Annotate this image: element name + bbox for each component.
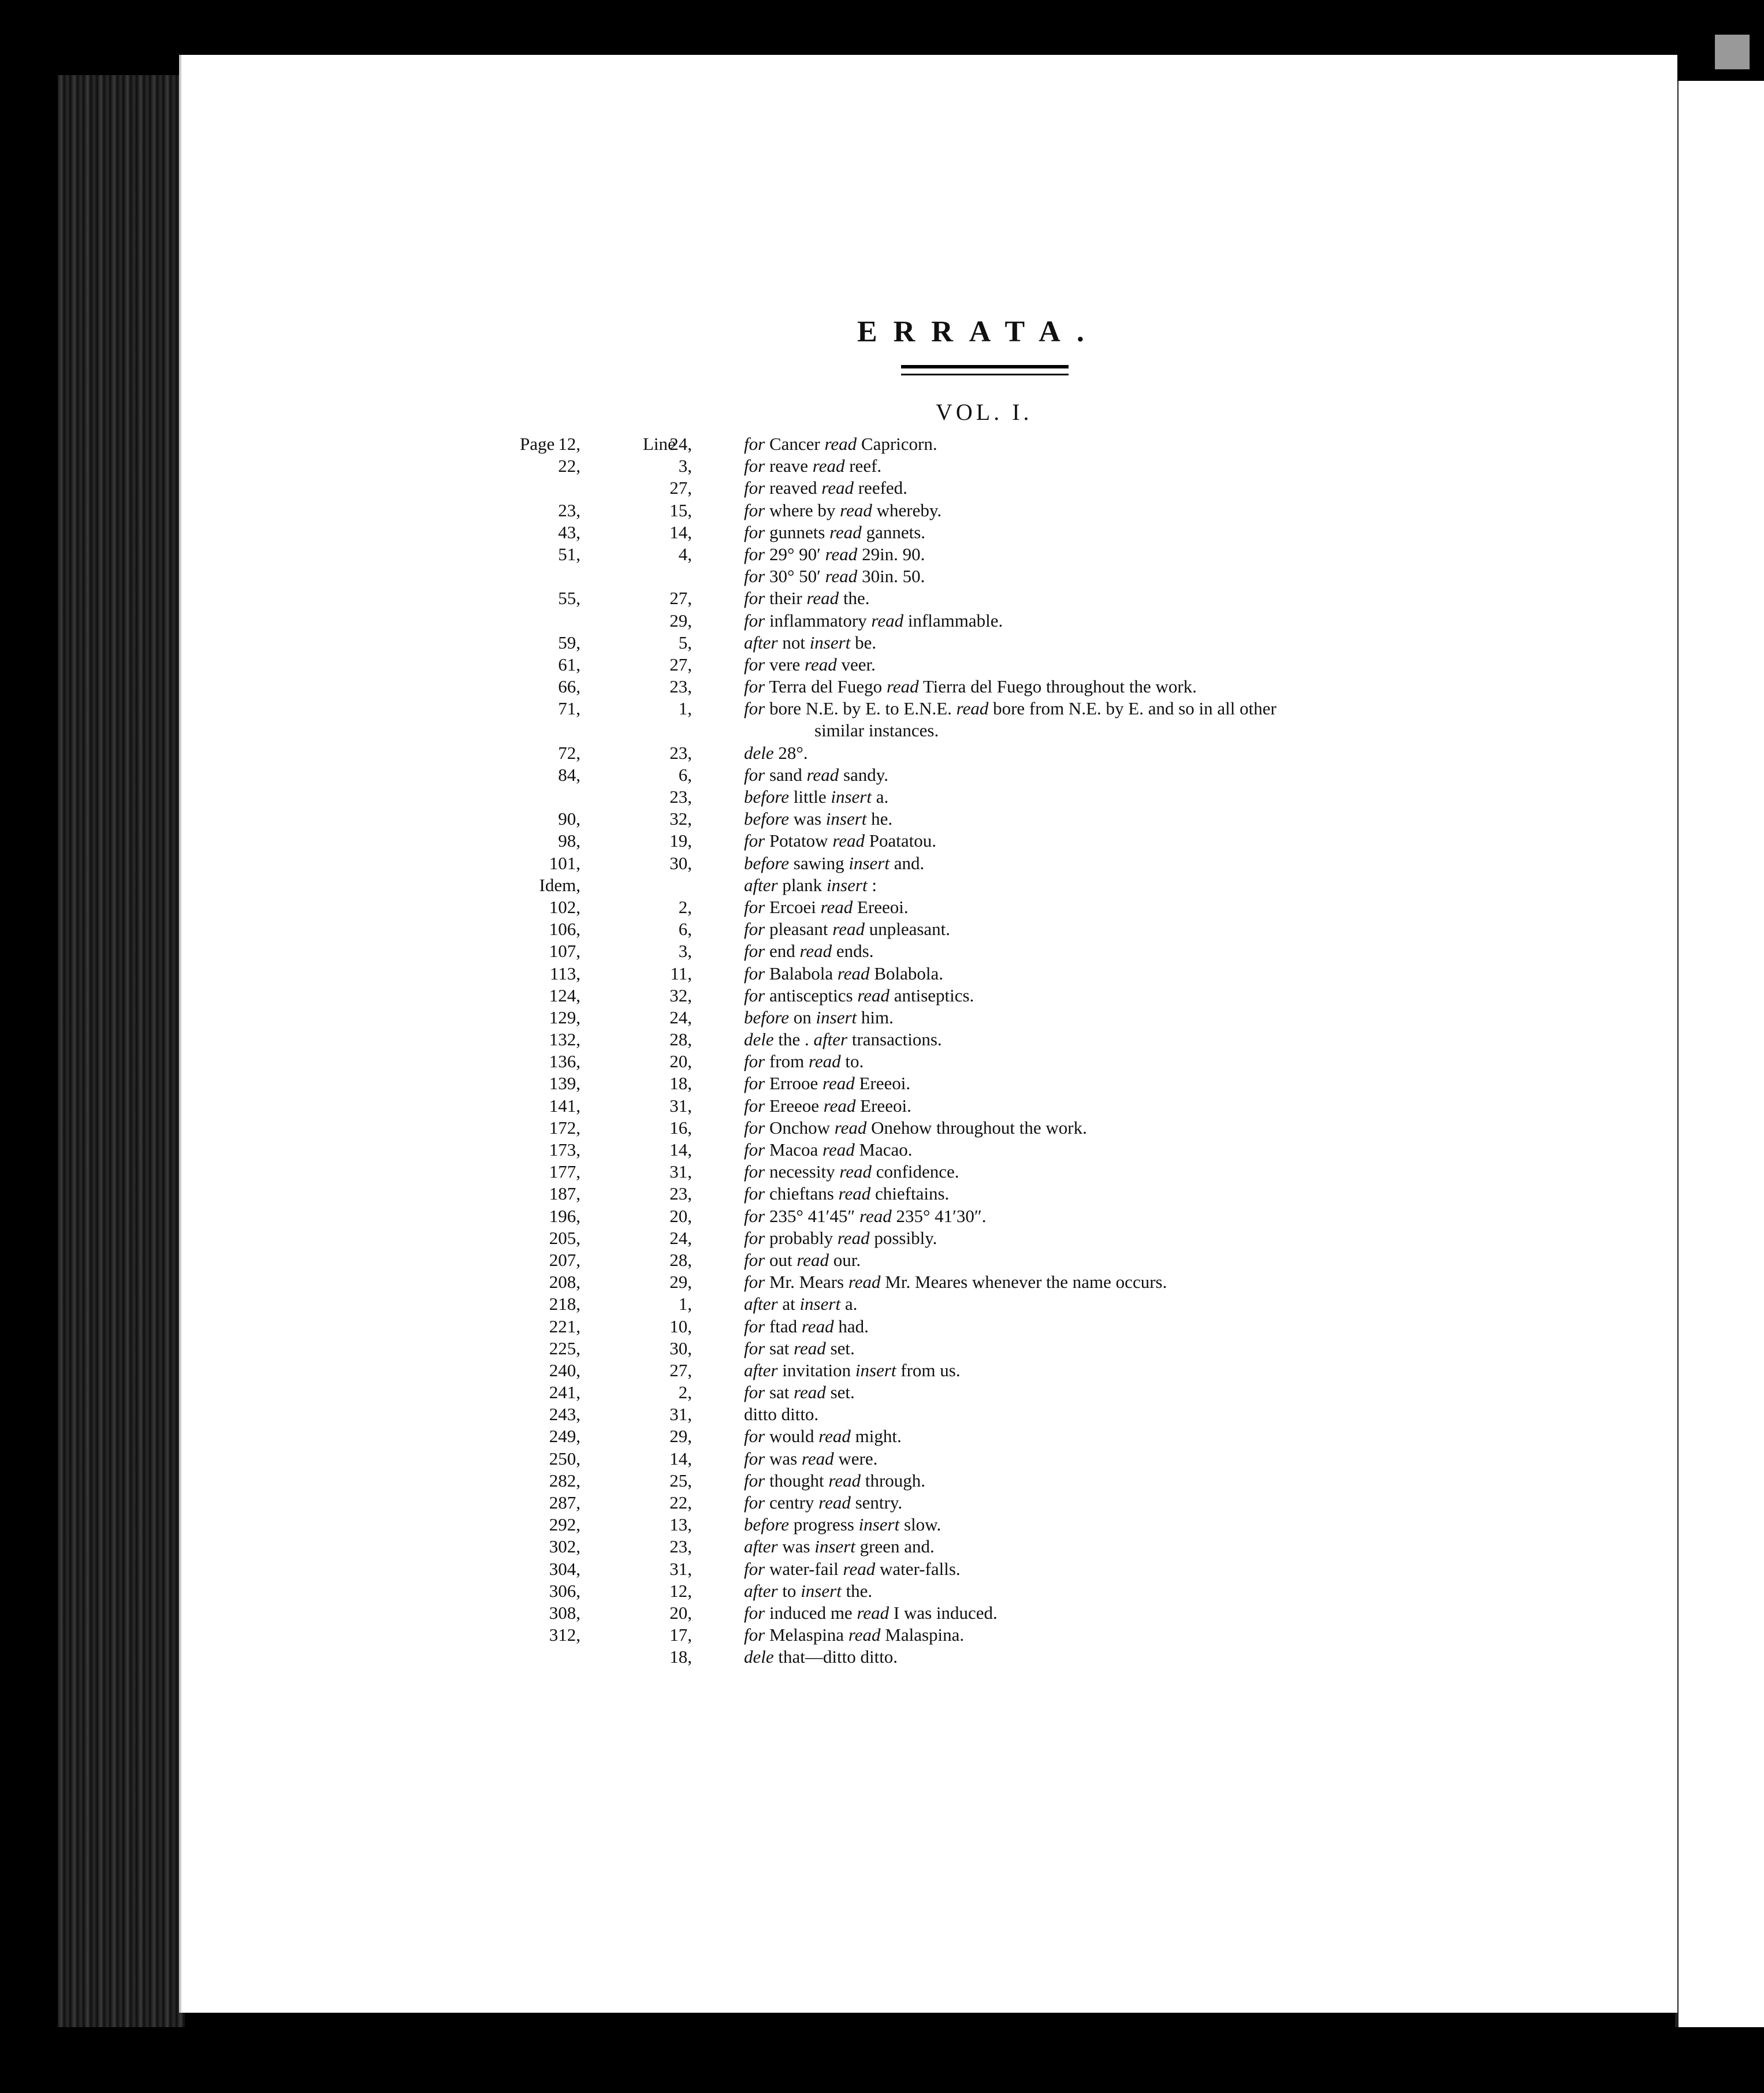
errata-page-number: 51, — [558, 543, 580, 564]
line-column-label: Line — [643, 434, 676, 454]
errata-entry — [520, 587, 1473, 609]
errata-page-number: 71, — [558, 698, 580, 719]
errata-entry — [520, 963, 1473, 985]
errata-entry — [520, 918, 1473, 940]
errata-page-number: 43, — [558, 522, 580, 542]
errata-line-number: 3, — [678, 941, 692, 962]
errata-correction: for out read our. — [744, 1249, 861, 1270]
errata-entry — [520, 985, 1473, 1007]
errata-entry — [520, 830, 1473, 852]
errata-line-number: 25, — [669, 1470, 692, 1491]
errata-correction: for centry read sentry. — [744, 1492, 903, 1513]
errata-correction: for Balabola read Bolabola. — [744, 963, 943, 984]
errata-entry — [520, 1271, 1473, 1293]
errata-correction: for sand read sandy. — [744, 764, 889, 785]
errata-correction: for Mr. Mears read Mr. Meares whenever the name occurs. — [744, 1272, 1167, 1293]
errata-line-number: 14, — [669, 1448, 692, 1469]
errata-page-number: 240, — [549, 1360, 580, 1380]
errata-correction: for gunnets read gannets. — [744, 522, 926, 542]
errata-entry — [520, 874, 1473, 896]
errata-line-number: 11, — [670, 963, 692, 984]
errata-page-number: 23, — [558, 500, 580, 520]
errata-page-number: 196, — [549, 1205, 580, 1226]
errata-line-number: 2, — [678, 896, 692, 917]
errata-entry — [520, 1183, 1473, 1205]
errata-entry — [520, 1293, 1473, 1315]
errata-line-number: 14, — [669, 1139, 692, 1160]
errata-line-number: 12, — [669, 1580, 692, 1601]
errata-entry — [520, 1117, 1473, 1139]
errata-correction: for 30° 50′ read 30in. 50. — [744, 566, 925, 587]
errata-correction: for Errooe read Ereeoi. — [744, 1073, 911, 1094]
errata-entry — [520, 1448, 1473, 1470]
errata-entry — [520, 742, 1473, 764]
errata-entry — [520, 1007, 1473, 1029]
errata-line-number: 6, — [678, 919, 692, 940]
errata-entry — [520, 1338, 1473, 1360]
errata-correction: for chieftans read chieftains. — [744, 1183, 950, 1204]
errata-page-number: 61, — [558, 654, 580, 675]
heading-double-rule — [901, 365, 1069, 375]
errata-page-number: 173, — [549, 1139, 580, 1160]
errata-page-number: 132, — [549, 1029, 580, 1050]
errata-line-number: 18, — [669, 1073, 692, 1094]
errata-line-number: 18, — [669, 1647, 692, 1667]
errata-correction: for from read to. — [744, 1051, 864, 1072]
errata-line-number: 2, — [678, 1382, 692, 1403]
errata-line-number: 23, — [669, 676, 692, 697]
errata-line-number: 27, — [669, 654, 692, 675]
errata-line-number: 27, — [669, 1360, 692, 1380]
errata-correction: before was insert he. — [744, 809, 893, 829]
errata-entry — [520, 1492, 1473, 1514]
errata-correction: for ftad read had. — [744, 1316, 869, 1336]
errata-correction: for Onchow read Onehow throughout the work. — [744, 1117, 1087, 1138]
errata-page-number: 312, — [549, 1625, 580, 1645]
page-column-label: Page — [520, 434, 555, 454]
errata-page-number: 218, — [549, 1294, 580, 1314]
errata-line-number: 29, — [669, 1426, 692, 1447]
errata-correction: for end read ends. — [744, 941, 874, 962]
errata-correction: after plank insert : — [744, 874, 877, 895]
errata-correction: for vere read veer. — [744, 654, 876, 675]
errata-correction: for probably read possibly. — [744, 1227, 937, 1248]
errata-page-number: 207, — [549, 1249, 580, 1270]
errata-line-number: 6, — [678, 764, 692, 785]
errata-line-number: 1, — [678, 698, 692, 719]
errata-correction: dele the . after transactions. — [744, 1029, 942, 1050]
errata-line-number: 29, — [669, 1272, 692, 1293]
errata-line-number: 20, — [669, 1602, 692, 1623]
errata-entry — [520, 1624, 1473, 1646]
facing-page-edge — [1675, 81, 1764, 2027]
errata-page-number: 282, — [549, 1470, 580, 1491]
errata-line-number: 23, — [669, 1536, 692, 1557]
errata-correction: for antisceptics read antiseptics. — [744, 985, 974, 1005]
errata-page-number: 124, — [549, 985, 580, 1005]
errata-page-number: 205, — [549, 1227, 580, 1248]
errata-line-number: 23, — [669, 787, 692, 807]
errata-entry — [520, 1381, 1473, 1403]
errata-page-number: 55, — [558, 588, 580, 609]
errata-page-number: 225, — [549, 1338, 580, 1358]
errata-line-number: 30, — [669, 1338, 692, 1358]
errata-entry — [520, 896, 1473, 918]
errata-page-number: 101, — [549, 852, 580, 873]
errata-entry — [520, 1360, 1473, 1381]
errata-page-number: 306, — [549, 1580, 580, 1601]
errata-page-number: 66, — [558, 676, 580, 697]
errata-correction: dele 28°. — [744, 742, 808, 763]
errata-page-number: 98, — [558, 831, 580, 851]
errata-page-number: 287, — [549, 1492, 580, 1513]
errata-correction: for would read might. — [744, 1426, 902, 1447]
errata-page-number: 302, — [549, 1536, 580, 1557]
errata-page-number: 90, — [558, 809, 580, 829]
errata-page-number: 84, — [558, 764, 580, 785]
errata-correction: for where by read whereby. — [744, 500, 942, 520]
errata-line-number: 31, — [669, 1161, 692, 1182]
errata-page-number: 221, — [549, 1316, 580, 1336]
errata-entry — [520, 1646, 1473, 1668]
errata-correction: after at insert a. — [744, 1294, 858, 1314]
errata-entry — [520, 1470, 1473, 1492]
errata-entry — [520, 654, 1473, 676]
errata-line-number: 23, — [669, 1183, 692, 1204]
errata-entry — [520, 1558, 1473, 1580]
errata-page-number: 136, — [549, 1051, 580, 1072]
errata-page-number: 304, — [549, 1558, 580, 1579]
errata-entry — [520, 1425, 1473, 1447]
errata-line-number: 17, — [669, 1625, 692, 1645]
errata-line-number: 24, — [669, 1227, 692, 1248]
errata-entry — [520, 1536, 1473, 1558]
errata-page-number: 141, — [549, 1095, 580, 1116]
errata-page-number: 113, — [549, 963, 580, 984]
errata-correction: after invitation insert from us. — [744, 1360, 961, 1380]
errata-page-number: Idem, — [539, 874, 580, 895]
errata-line-number: 20, — [669, 1051, 692, 1072]
errata-entry — [520, 455, 1473, 477]
errata-correction: before little insert a. — [744, 787, 889, 807]
errata-entry — [520, 610, 1473, 632]
errata-entry — [520, 698, 1473, 720]
errata-line-number: 31, — [669, 1095, 692, 1116]
errata-correction: for sat read set. — [744, 1382, 855, 1403]
errata-correction: after to insert the. — [744, 1580, 873, 1601]
errata-page-number: 249, — [549, 1426, 580, 1447]
errata-page-number: 308, — [549, 1602, 580, 1623]
errata-entry — [520, 565, 1473, 587]
errata-page-number: 72, — [558, 742, 580, 763]
errata-entry — [520, 1161, 1473, 1183]
errata-entry — [520, 852, 1473, 874]
errata-entry — [520, 1227, 1473, 1249]
errata-entry — [520, 543, 1473, 565]
errata-page-number: 102, — [549, 896, 580, 917]
errata-line-number: 32, — [669, 809, 692, 829]
errata-correction: for sat read set. — [744, 1338, 855, 1358]
errata-line-number: 24, — [669, 1007, 692, 1027]
errata-correction: for bore N.E. by E. to E.N.E. read bore from N.E. by E. and so in all other — [744, 698, 1277, 719]
errata-correction: for Melaspina read Malaspina. — [744, 1625, 965, 1645]
errata-entry — [520, 522, 1473, 543]
errata-line-number: 19, — [669, 831, 692, 851]
errata-line-number: 32, — [669, 985, 692, 1005]
errata-correction: for thought read through. — [744, 1470, 926, 1491]
errata-entry — [520, 720, 1473, 742]
errata-correction: for their read the. — [744, 588, 870, 609]
errata-entry — [520, 1139, 1473, 1161]
errata-line-number: 3, — [678, 456, 692, 476]
errata-line-number: 30, — [669, 852, 692, 873]
errata-correction: for Terra del Fuego read Tierra del Fuego throughout the work. — [744, 676, 1197, 697]
errata-page-number: 250, — [549, 1448, 580, 1469]
errata-page-number: 129, — [549, 1007, 580, 1027]
errata-line-number: 31, — [669, 1404, 692, 1425]
errata-correction: for Macoa read Macao. — [744, 1139, 913, 1160]
errata-correction: for Ereeoe read Ereeoi. — [744, 1095, 911, 1116]
errata-line-number: 28, — [669, 1249, 692, 1270]
errata-entry — [520, 1205, 1473, 1227]
errata-entry — [520, 940, 1473, 962]
errata-line-number: 24, — [669, 434, 692, 454]
errata-page-number: 187, — [549, 1183, 580, 1204]
errata-correction: for induced me read I was induced. — [744, 1602, 998, 1623]
errata-line-number: 27, — [669, 588, 692, 609]
errata-entry — [520, 1249, 1473, 1271]
errata-correction: ditto ditto. — [744, 1404, 819, 1425]
errata-line-number: 13, — [669, 1514, 692, 1535]
errata-correction: before progress insert slow. — [744, 1514, 941, 1535]
errata-entry — [520, 764, 1473, 786]
errata-entry — [520, 1051, 1473, 1072]
errata-page-number: 172, — [549, 1117, 580, 1138]
errata-correction: for 235° 41′45″ read 235° 41′30″. — [744, 1205, 987, 1226]
errata-page-number: 208, — [549, 1272, 580, 1293]
errata-correction: similar instances. — [814, 720, 939, 741]
errata-correction: for Ercoei read Ereeoi. — [744, 896, 909, 917]
errata-page-number: 22, — [558, 456, 580, 476]
errata-page-number: 59, — [558, 632, 580, 653]
errata-entry — [520, 1403, 1473, 1425]
errata-correction: for inflammatory read inflammable. — [744, 610, 1003, 631]
errata-page-number: 241, — [549, 1382, 580, 1403]
errata-correction: for reaved read reefed. — [744, 478, 907, 498]
errata-line-number: 16, — [669, 1117, 692, 1138]
errata-heading: ERRATA. — [857, 315, 1100, 348]
errata-page-number: 243, — [549, 1404, 580, 1425]
errata-line-number: 10, — [669, 1316, 692, 1336]
errata-entry — [520, 1316, 1473, 1338]
errata-entry — [520, 500, 1473, 522]
errata-line-number: 5, — [678, 632, 692, 653]
errata-entry — [520, 676, 1473, 698]
volume-heading: VOL. I. — [936, 399, 1033, 425]
errata-page-number: 106, — [549, 919, 580, 940]
errata-entry — [520, 1095, 1473, 1117]
errata-correction: for water-fail read water-falls. — [744, 1558, 961, 1579]
errata-entry — [520, 1072, 1473, 1094]
errata-entry — [520, 1602, 1473, 1624]
errata-line-number: 28, — [669, 1029, 692, 1050]
errata-page-number: 177, — [549, 1161, 580, 1182]
errata-line-number: 14, — [669, 522, 692, 542]
errata-correction: dele that—ditto ditto. — [744, 1647, 898, 1667]
errata-line-number: 15, — [669, 500, 692, 520]
errata-entry — [520, 1580, 1473, 1602]
errata-correction: for reave read reef. — [744, 456, 882, 476]
errata-correction: for 29° 90′ read 29in. 90. — [744, 543, 925, 564]
errata-correction: for was read were. — [744, 1448, 878, 1469]
page-corner-mark — [1715, 35, 1750, 69]
errata-page-number: 107, — [549, 941, 580, 962]
errata-line-number: 22, — [669, 1492, 692, 1513]
errata-line-number: 31, — [669, 1558, 692, 1579]
errata-line-number: 4, — [678, 543, 692, 564]
errata-entry — [520, 433, 1473, 455]
errata-correction: for Potatow read Poatatou. — [744, 831, 936, 851]
errata-entry — [520, 808, 1473, 830]
errata-page-number: 292, — [549, 1514, 580, 1535]
errata-line-number: 29, — [669, 610, 692, 631]
errata-line-number: 20, — [669, 1205, 692, 1226]
errata-page-number: 12, — [558, 434, 580, 454]
errata-entry — [520, 1029, 1473, 1051]
errata-correction: after not insert be. — [744, 632, 877, 653]
errata-correction: for pleasant read unpleasant. — [744, 919, 951, 940]
errata-correction: for necessity read confidence. — [744, 1161, 959, 1182]
errata-entry — [520, 1514, 1473, 1536]
errata-line-number: 23, — [669, 742, 692, 763]
book-spine — [58, 75, 185, 2027]
errata-correction: before on insert him. — [744, 1007, 894, 1027]
errata-line-number: 27, — [669, 478, 692, 498]
errata-line-number: 1, — [678, 1294, 692, 1314]
errata-entry — [520, 786, 1473, 808]
errata-list — [520, 433, 1473, 1669]
errata-entry — [520, 632, 1473, 654]
errata-page-number: 139, — [549, 1073, 580, 1094]
errata-correction: before sawing insert and. — [744, 852, 925, 873]
errata-entry — [520, 477, 1473, 499]
errata-correction: for Cancer read Capricorn. — [744, 434, 937, 454]
errata-correction: after was insert green and. — [744, 1536, 935, 1557]
